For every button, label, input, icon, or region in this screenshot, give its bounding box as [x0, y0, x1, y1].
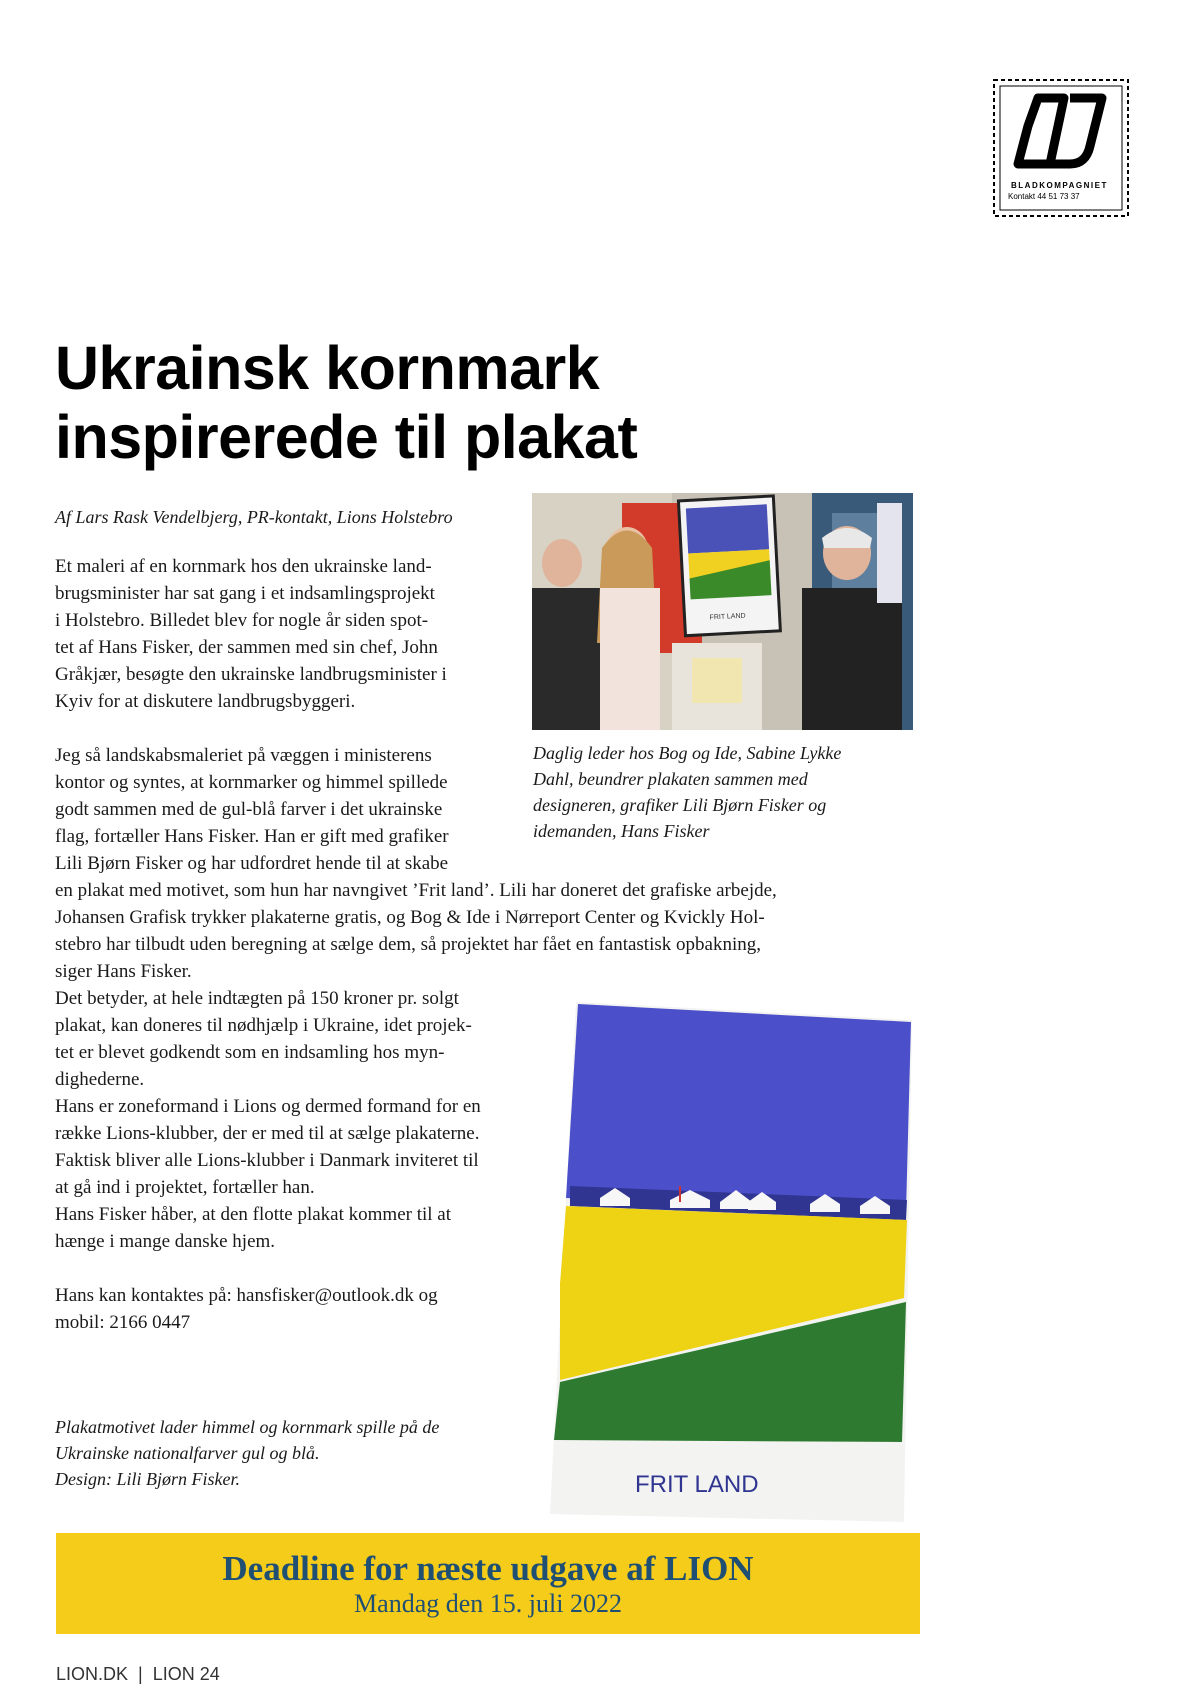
text-line: Faktisk bliver alle Lions-klubber i Danmark inviteret til	[55, 1150, 479, 1171]
text-line: i Holstebro. Billedet blev for nogle år siden spot-	[55, 610, 429, 631]
text-line: godt sammen med de gul-blå farver i det ukrainske	[55, 799, 443, 820]
footer-site: LION.DK	[56, 1664, 129, 1684]
banner-title: Deadline for næste udgave af LION	[222, 1549, 754, 1588]
text-line: Hans er zoneformand i Lions og dermed formand for en	[55, 1096, 481, 1117]
text-line: flag, fortæller Hans Fisker. Han er gift med grafiker	[55, 826, 449, 847]
caption-line: Dahl, beundrer plakaten sammen med	[533, 769, 808, 789]
text-line: Det betyder, at hele indtægten på 150 kroner pr. solgt	[55, 988, 459, 1009]
banner-subtitle: Mandag den 15. juli 2022	[354, 1589, 622, 1618]
text-line: Kyiv for at diskutere landbrugsbyggeri.	[55, 691, 356, 712]
text-line: plakat, kan doneres til nødhjælp i Ukraine, idet projek-	[55, 1015, 472, 1036]
text-line: tet er blevet godkendt som en indsamling hos myn-	[55, 1042, 445, 1063]
text-line: dighederne.	[55, 1069, 145, 1090]
deadline-banner	[56, 1533, 920, 1634]
text-line: hænge i mange danske hjem.	[55, 1231, 276, 1252]
caption-line: Plakatmotivet lader himmel og kornmark spille på de	[55, 1417, 440, 1437]
text-line: stebro har tilbudt uden beregning at sælge dem, så projektet har fået en fantastisk opbakning,	[55, 934, 761, 955]
article-title	[55, 334, 815, 472]
caption-line: Daglig leder hos Bog og Ide, Sabine Lykke	[533, 743, 842, 763]
text-line: Jeg så landskabsmaleriet på væggen i ministerens	[55, 745, 432, 766]
poster-title-text: FRIT LAND	[635, 1471, 759, 1498]
text-line: en plakat med motivet, som hun har navngivet ’Frit land’. Lili har doneret det grafiske arbejde,	[55, 880, 777, 901]
paragraph-intro	[55, 553, 447, 715]
text-line: brugsminister har sat gang i et indsamlingsprojekt	[55, 583, 435, 604]
stamp-contact: Kontakt 44 51 73 37	[1008, 192, 1080, 201]
text-line: kontor og syntes, at kornmarker og himmel spillede	[55, 772, 448, 793]
title-line: Ukrainsk kornmark	[55, 334, 600, 402]
title-line: inspirerede til plakat	[55, 403, 638, 471]
caption-line: designeren, grafiker Lili Bjørn Fisker og	[533, 795, 827, 815]
text-line: Lili Bjørn Fisker og har udfordret hende til at skabe	[55, 853, 449, 874]
text-line: Gråkjær, besøgte den ukrainske landbrugsminister i	[55, 664, 447, 685]
text-line: tet af Hans Fisker, der sammen med sin chef, John	[55, 637, 438, 658]
caption-line: Design: Lili Bjørn Fisker.	[55, 1469, 240, 1489]
byline: Af Lars Rask Vendelbjerg, PR-kontakt, Lions Holstebro	[55, 507, 453, 527]
text-line: Hans Fisker håber, at den flotte plakat kommer til at	[55, 1204, 452, 1225]
page-footer	[56, 1664, 220, 1685]
text-line: mobil: 2166 0447	[55, 1312, 191, 1333]
stamp-label: BLADKOMPAGNIET	[1011, 181, 1108, 190]
paragraph-contact	[55, 1282, 438, 1336]
text-line: række Lions-klubber, der er med til at sælge plakaterne.	[55, 1123, 480, 1144]
photo-caption	[533, 740, 841, 844]
footer-separator: |	[138, 1664, 143, 1684]
text-line: siger Hans Fisker.	[55, 961, 192, 982]
caption-line: Ukrainske nationalfarver gul og blå.	[55, 1443, 320, 1463]
photo-poster-text: FRIT LAND	[709, 612, 746, 622]
poster-caption	[55, 1414, 439, 1492]
store-photo	[532, 493, 913, 730]
text-line: at gå ind i projektet, fortæller han.	[55, 1177, 315, 1198]
text-line: Hans kan kontaktes på: hansfisker@outlook.dk og	[55, 1285, 438, 1306]
footer-page-number: LION 24	[152, 1664, 220, 1684]
text-line: Et maleri af en kornmark hos den ukrainske land-	[55, 556, 432, 577]
text-line: Johansen Grafisk trykker plakaterne gratis, og Bog & Ide i Nørreport Center og Kvickly Hol-	[55, 907, 765, 928]
caption-line: idemanden, Hans Fisker	[533, 821, 710, 841]
poster-image	[540, 1002, 920, 1522]
